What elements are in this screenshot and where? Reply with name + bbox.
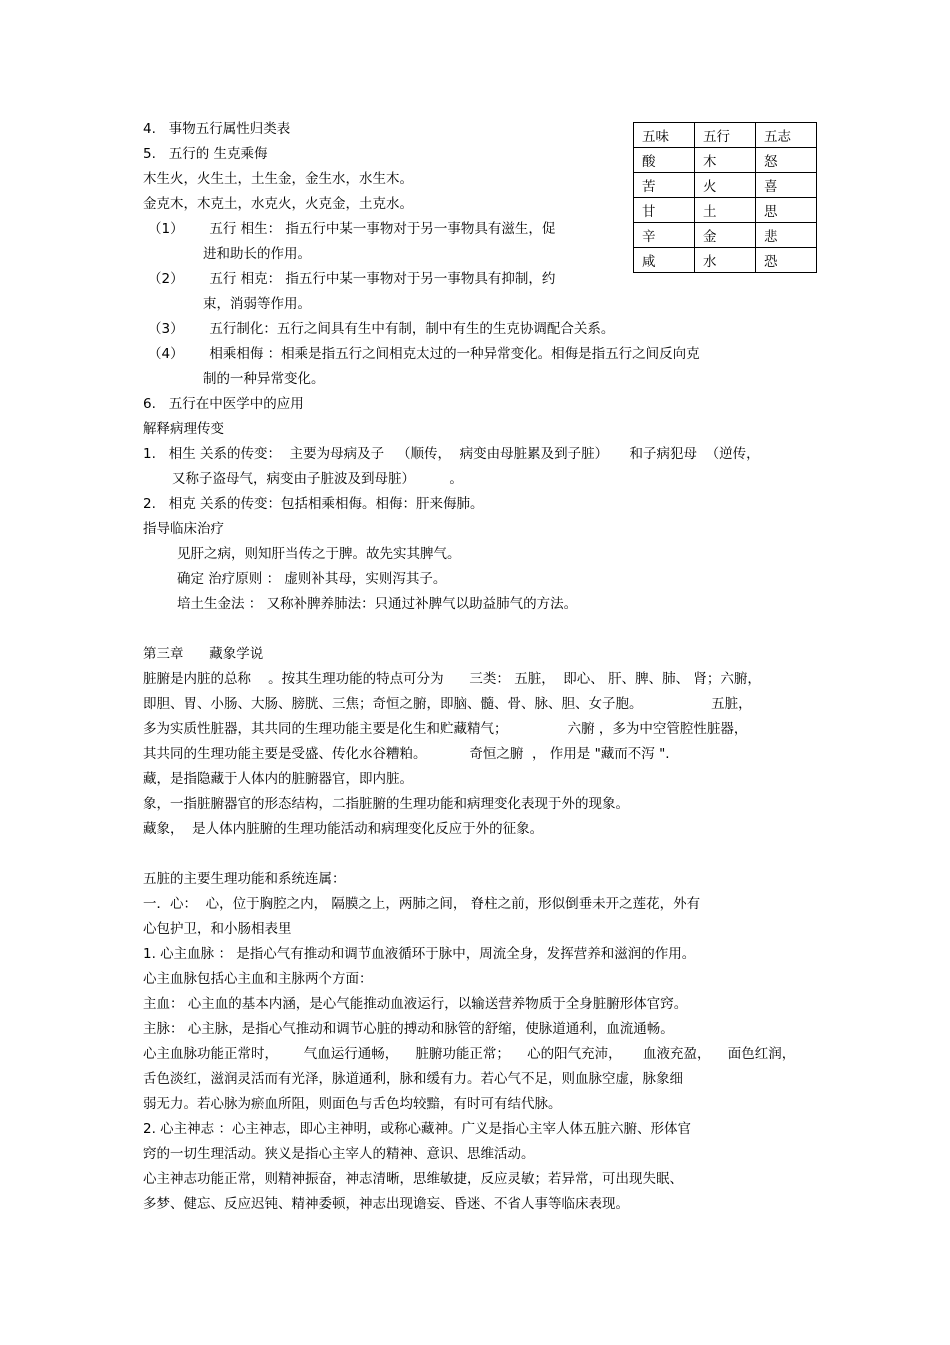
table-cell: 土 (695, 198, 756, 223)
text-line: 多为实质性脏器，其共同的生理功能主要是化生和贮藏精气； 六腑 ，多为中空管腔性脏器， (143, 721, 748, 737)
text-line: 多梦、健忘、反应迟钝、精神委顿，神志出现谵妄、昏迷、不省人事等临床表现。 (143, 1196, 629, 1212)
table-cell: 辛 (634, 223, 695, 248)
table-header-row (634, 123, 817, 148)
table-cell: 火 (695, 173, 756, 198)
table-row (634, 198, 817, 223)
text-line: 制的一种异常变化。 (203, 371, 325, 387)
text-line: 主脉： 心主脉，是指心气推动和调节心脏的搏动和脉管的舒缩，使脉道通利，血流通畅。 (143, 1021, 674, 1037)
text-line: 1. 心主血脉 ： 是指心气有推动和调节血液循环于脉中，周流全身，发挥营养和滋润的作用。 (143, 946, 696, 962)
table-cell: 水 (695, 248, 756, 273)
table-header-cell: 五行 (695, 123, 756, 148)
heading-line: 解释病理传变 (143, 421, 224, 437)
text-line: 确定 治疗原则 ： 虚则补其母，实则泻其子。 (177, 571, 447, 587)
text-line: （3） 五行制化：五行之间具有生中有制，制中有生的生克协调配合关系。 (148, 321, 615, 337)
table-cell: 思 (756, 198, 817, 223)
text-line: 象，一指脏腑器官的形态结构，二指脏腑的生理功能和病理变化表现于外的现象。 (143, 796, 629, 812)
text-line: 又称子盗母气，病变由子脏波及到母脏） 。 (172, 471, 463, 487)
text-line: 心主血脉功能正常时， 气血运行通畅， 脏腑功能正常； 心的阳气充沛， 血液充盈， 面色红润， (143, 1046, 796, 1062)
text-line: 心主血脉包括心主血和主脉两个方面： (143, 971, 373, 987)
text-line: 2. 相克 关系的传变：包括相乘相侮。相侮：肝来侮肺。 (143, 496, 484, 512)
table-header-cell: 五味 (634, 123, 695, 148)
text-line: 藏象， 是人体内脏腑的生理功能活动和病理变化反应于外的征象。 (143, 821, 544, 837)
text-line: 一．心： 心，位于胸腔之内， 隔膜之上，两肺之间， 脊柱之前，形似倒垂未开之莲花，外有 (143, 896, 701, 912)
text-line: 主血： 心主血的基本内涵，是心气能推动血液运行，以输送营养物质于全身脏腑形体官窍。 (143, 996, 688, 1012)
heading-line: 5. 五行的 生克乘侮 (143, 146, 268, 162)
text-line: 心包护卫，和小肠相表里 (143, 921, 292, 937)
text-line: 舌色淡红，滋润灵活而有光泽，脉道通利，脉和缓有力。若心气不足，则血脉空虚，脉象细 (143, 1071, 683, 1087)
table-row (634, 173, 817, 198)
table-row (634, 248, 817, 273)
chapter-title: 第三章 藏象学说 (143, 646, 264, 662)
text-line: 弱无力。若心脉为瘀血所阻，则面色与舌色均较黯，有时可有结代脉。 (143, 1096, 562, 1112)
text-line: （1） 五行 相生： 指五行中某一事物对于另一事物具有滋生，促 (148, 221, 556, 237)
table-cell: 苦 (634, 173, 695, 198)
text-line: 藏，是指隐藏于人体内的脏腑器官，即内脏。 (143, 771, 413, 787)
text-line: 进和助长的作用。 (203, 246, 311, 262)
table-cell: 恐 (756, 248, 817, 273)
table-cell: 悲 (756, 223, 817, 248)
text-line: 束，消弱等作用。 (203, 296, 311, 312)
table-row (634, 223, 817, 248)
text-line: 木生火，火生土，土生金，金生水，水生木。 (143, 171, 413, 187)
table-cell: 咸 (634, 248, 695, 273)
text-line: 即胆、胃、小肠、大肠、膀胱、三焦；奇恒之腑，即脑、髓、骨、脉、胆、女子胞。 五脏， (143, 696, 752, 712)
table-cell: 金 (695, 223, 756, 248)
five-elements-table (633, 122, 817, 273)
heading-line: 4. 事物五行属性归类表 (143, 121, 291, 137)
heading-line: 指导临床治疗 (143, 521, 224, 537)
text-line: 脏腑是内脏的总称 。按其生理功能的特点可分为 三类： 五脏， 即心、 肝、脾、肺、 肾；六腑， (143, 671, 761, 687)
text-line: 窍的一切生理活动。狭义是指心主宰人的精神、意识、思维活动。 (143, 1146, 535, 1162)
table-cell: 酸 (634, 148, 695, 173)
table-header-cell: 五志 (756, 123, 817, 148)
text-line: 培土生金法 ： 又称补脾养肺法：只通过补脾气以助益肺气的方法。 (177, 596, 578, 612)
text-line: （4） 相乘相侮 ：相乘是指五行之间相克太过的一种异常变化。相侮是指五行之间反向克 (148, 346, 700, 362)
text-line: 1. 相生 关系的传变： 主要为母病及子 （顺传， 病变由母脏累及到子脏） 和子病犯母 （逆传， (143, 446, 760, 462)
text-line: 2. 心主神志 ：心主神志，即心主神明，或称心藏神。广义是指心主宰人体五脏六腑、形体官 (143, 1121, 691, 1137)
table-row (634, 148, 817, 173)
heading-line: 五脏的主要生理功能和系统连属： (143, 871, 346, 887)
text-line: 心主神志功能正常，则精神振奋，神志清晰，思维敏捷，反应灵敏；若异常，可出现失眠、 (143, 1171, 683, 1187)
text-line: （2） 五行 相克： 指五行中某一事物对于另一事物具有抑制，约 (148, 271, 556, 287)
text-line: 其共同的生理功能主要是受盛、传化水谷糟粕。 奇恒之腑 ， 作用是 "藏而不泻 ". (143, 746, 670, 762)
table-cell: 喜 (756, 173, 817, 198)
table-cell: 木 (695, 148, 756, 173)
text-line: 见肝之病，则知肝当传之于脾。故先实其脾气。 (177, 546, 461, 562)
heading-line: 6. 五行在中医学中的应用 (143, 396, 304, 412)
table-cell: 甘 (634, 198, 695, 223)
table-cell: 怒 (756, 148, 817, 173)
text-line: 金克木，木克土，水克火，火克金，土克水。 (143, 196, 413, 212)
